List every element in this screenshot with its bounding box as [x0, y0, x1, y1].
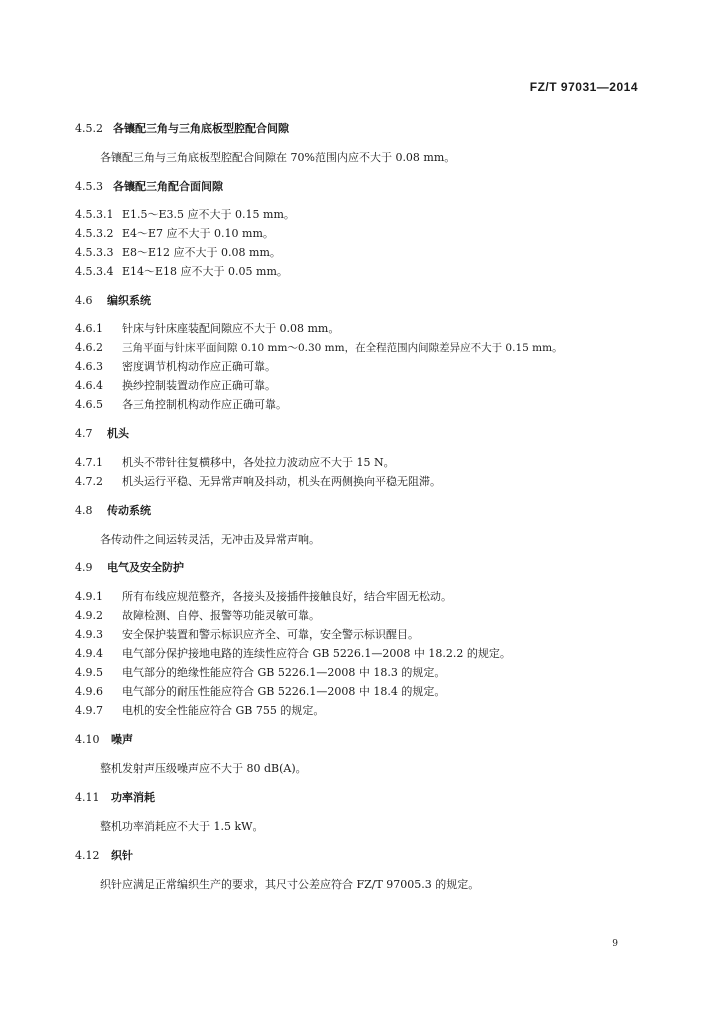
section-heading — [75, 504, 151, 518]
item-text: 安全保护装置和警示标识应齐全、可靠，安全警示标识醒目。 — [122, 628, 419, 641]
section-heading — [75, 122, 289, 136]
item-number: 4.5.3.2 — [75, 227, 114, 240]
item-text: 换纱控制装置动作应正确可靠。 — [122, 379, 276, 392]
list-item — [75, 379, 276, 393]
section-number: 4.12 — [75, 849, 100, 862]
list-item — [75, 360, 276, 374]
section-number: 4.5.2 — [75, 122, 103, 135]
section-title: 各镶配三角配合面间隙 — [113, 180, 223, 193]
paragraph: 整机发射声压级噪声应不大于 80 dB(A)。 — [100, 762, 307, 775]
item-text: 机头不带针往复横移中，各处拉力波动应不大于 15 N。 — [122, 456, 395, 469]
list-item — [75, 666, 445, 680]
item-number: 4.6.3 — [75, 360, 103, 373]
list-item — [75, 398, 287, 412]
list-item — [75, 456, 395, 470]
list-item — [75, 208, 295, 222]
section-heading — [75, 849, 133, 863]
item-text: E1.5～E3.5 应不大于 0.15 mm。 — [122, 208, 295, 221]
list-item — [75, 590, 452, 604]
list-item — [75, 227, 274, 241]
item-number: 4.5.3.3 — [75, 246, 114, 259]
list-item — [75, 685, 445, 699]
section-title: 编织系统 — [107, 294, 151, 307]
section-title: 各镶配三角与三角底板型腔配合间隙 — [113, 122, 289, 135]
section-title: 机头 — [107, 427, 129, 440]
item-number: 4.9.4 — [75, 647, 103, 660]
list-item — [75, 322, 339, 336]
section-heading — [75, 427, 129, 441]
list-item — [75, 246, 281, 260]
section-number: 4.7 — [75, 427, 93, 440]
paragraph: 整机功率消耗应不大于 1.5 kW。 — [100, 820, 264, 833]
list-item — [75, 704, 324, 718]
page-number: 9 — [612, 939, 618, 949]
item-text: 各三角控制机构动作应正确可靠。 — [122, 398, 287, 411]
item-number: 4.6.2 — [75, 341, 103, 354]
item-number: 4.9.2 — [75, 609, 103, 622]
item-text: E8～E12 应不大于 0.08 mm。 — [122, 246, 281, 259]
section-number: 4.10 — [75, 733, 100, 746]
list-item — [75, 265, 288, 279]
list-item — [75, 628, 419, 642]
item-number: 4.6.4 — [75, 379, 103, 392]
item-text: 机头运行平稳、无异常声响及抖动，机头在两侧换向平稳无阻滞。 — [122, 475, 441, 488]
section-title: 织针 — [111, 849, 133, 862]
item-text: 电气部分的绝缘性能应符合 GB 5226.1—2008 中 18.3 的规定。 — [122, 666, 446, 679]
paragraph: 织针应满足正常编织生产的要求，其尺寸公差应符合 FZ/T 97005.3 的规定。 — [100, 878, 480, 891]
item-text: E4～E7 应不大于 0.10 mm。 — [122, 227, 274, 240]
list-item — [75, 475, 441, 489]
section-heading — [75, 733, 133, 747]
item-number: 4.9.3 — [75, 628, 103, 641]
list-item — [75, 609, 320, 623]
item-text: 密度调节机构动作应正确可靠。 — [122, 360, 276, 373]
section-number: 4.6 — [75, 294, 93, 307]
item-number: 4.5.3.4 — [75, 265, 114, 278]
section-number: 4.9 — [75, 561, 93, 574]
section-heading — [75, 561, 184, 575]
item-number: 4.9.5 — [75, 666, 103, 679]
item-text: 电气部分保护接地电路的连续性应符合 GB 5226.1—2008 中 18.2.2 的规定。 — [122, 647, 511, 660]
item-text: 电机的安全性能应符合 GB 755 的规定。 — [122, 704, 325, 717]
section-title: 噪声 — [111, 733, 133, 746]
item-text: 三角平面与针床平面间隙 0.10 mm～0.30 mm，在全程范围内间隙差异应不大于 0.15 mm。 — [122, 342, 563, 354]
list-item — [75, 341, 563, 355]
section-number: 4.8 — [75, 504, 93, 517]
item-text: 针床与针床座装配间隙应不大于 0.08 mm。 — [122, 322, 340, 335]
paragraph: 各传动件之间运转灵活，无冲击及异常声响。 — [100, 533, 320, 546]
section-number: 4.11 — [75, 791, 100, 804]
section-title: 功率消耗 — [111, 791, 155, 804]
section-title: 电气及安全防护 — [107, 561, 184, 574]
item-number: 4.6.1 — [75, 322, 103, 335]
list-item — [75, 647, 511, 661]
item-number: 4.9.6 — [75, 685, 103, 698]
item-text: 故障检测、自停、报警等功能灵敏可靠。 — [122, 609, 320, 622]
item-number: 4.9.1 — [75, 590, 103, 603]
section-heading — [75, 180, 223, 194]
section-heading — [75, 294, 151, 308]
section-number: 4.5.3 — [75, 180, 103, 193]
item-text: 电气部分的耐压性能应符合 GB 5226.1—2008 中 18.4 的规定。 — [122, 685, 446, 698]
standard-code: FZ/T 97031—2014 — [529, 80, 638, 94]
item-text: E14～E18 应不大于 0.05 mm。 — [122, 265, 288, 278]
item-number: 4.7.2 — [75, 475, 103, 488]
item-number: 4.9.7 — [75, 704, 103, 717]
item-text: 所有布线应规范整齐，各接头及接插件接触良好，结合牢固无松动。 — [122, 590, 452, 603]
item-number: 4.5.3.1 — [75, 208, 114, 221]
paragraph: 各镶配三角与三角底板型腔配合间隙在 70%范围内应不大于 0.08 mm。 — [100, 151, 456, 164]
section-heading — [75, 791, 155, 805]
section-title: 传动系统 — [107, 504, 151, 517]
item-number: 4.6.5 — [75, 398, 103, 411]
item-number: 4.7.1 — [75, 456, 103, 469]
